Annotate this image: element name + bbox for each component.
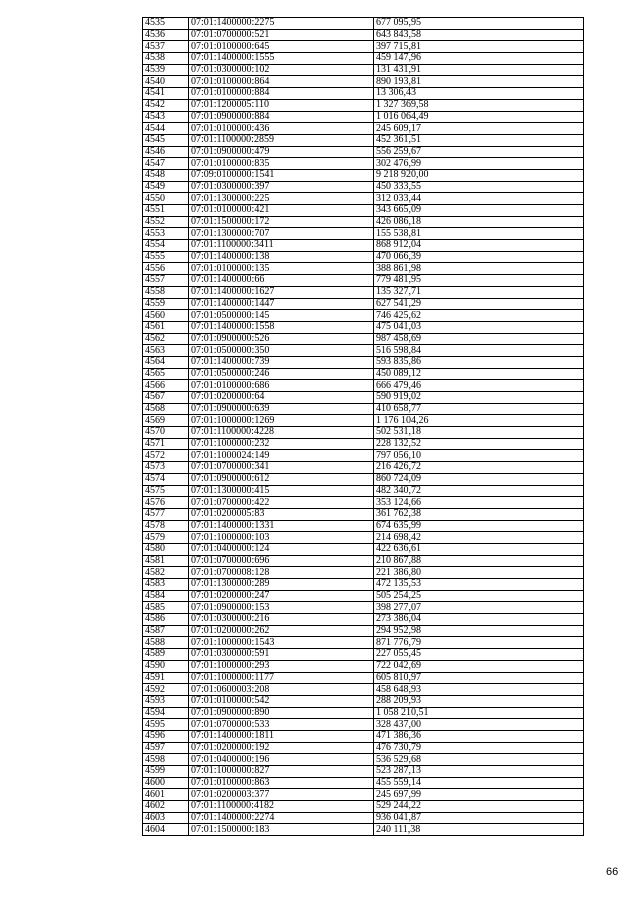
row-number-cell: 4541: [143, 88, 189, 100]
row-number-cell: 4564: [143, 356, 189, 368]
amount-cell: 9 218 920,00: [374, 169, 584, 181]
amount-cell: 860 724,09: [374, 473, 584, 485]
table-row: [143, 742, 584, 754]
row-number-cell: 4567: [143, 392, 189, 404]
cadastral-number-cell: 07:01:0500000:246: [189, 368, 374, 380]
amount-cell: 502 531,18: [374, 427, 584, 439]
row-number-cell: 4562: [143, 333, 189, 345]
cadastral-number-cell: 07:01:0300000:102: [189, 64, 374, 76]
cadastral-number-cell: 07:01:0100000:421: [189, 205, 374, 217]
row-number-cell: 4537: [143, 41, 189, 53]
table-row: [143, 111, 584, 123]
table-row: [143, 801, 584, 813]
cadastral-number-cell: 07:01:0700000:341: [189, 462, 374, 474]
amount-cell: 482 340,72: [374, 485, 584, 497]
table-row: [143, 684, 584, 696]
row-number-cell: 4604: [143, 824, 189, 836]
table-row: [143, 158, 584, 170]
amount-cell: 1 058 210,51: [374, 707, 584, 719]
cadastral-number-cell: 07:01:1400000:1627: [189, 286, 374, 298]
amount-cell: 674 635,99: [374, 520, 584, 532]
amount-cell: 397 715,81: [374, 41, 584, 53]
row-number-cell: 4579: [143, 532, 189, 544]
amount-cell: 536 529,68: [374, 754, 584, 766]
cadastral-number-cell: 07:01:0500000:350: [189, 345, 374, 357]
row-number-cell: 4545: [143, 134, 189, 146]
table-row: [143, 146, 584, 158]
cadastral-number-cell: 07:09:0100000:1541: [189, 169, 374, 181]
table-row: [143, 415, 584, 427]
amount-cell: 1 176 104,26: [374, 415, 584, 427]
table-row: [143, 508, 584, 520]
row-number-cell: 4551: [143, 205, 189, 217]
amount-cell: 135 327,71: [374, 286, 584, 298]
cadastral-number-cell: 07:01:0400000:196: [189, 754, 374, 766]
amount-cell: 1 327 369,58: [374, 99, 584, 111]
table-row: [143, 380, 584, 392]
cadastral-number-cell: 07:01:1100000:4182: [189, 801, 374, 813]
cadastral-number-cell: 07:01:0200003:377: [189, 789, 374, 801]
cadastral-number-cell: 07:01:0900000:526: [189, 333, 374, 345]
amount-cell: 227 055,45: [374, 649, 584, 661]
table-row: [143, 719, 584, 731]
amount-cell: 627 541,29: [374, 298, 584, 310]
amount-cell: 476 730,79: [374, 742, 584, 754]
table-row: [143, 169, 584, 181]
table-row: [143, 532, 584, 544]
amount-cell: 13 306,43: [374, 88, 584, 100]
row-number-cell: 4599: [143, 766, 189, 778]
row-number-cell: 4570: [143, 427, 189, 439]
cadastral-number-cell: 07:01:0700000:696: [189, 555, 374, 567]
amount-cell: 452 361,51: [374, 134, 584, 146]
row-number-cell: 4558: [143, 286, 189, 298]
row-number-cell: 4586: [143, 614, 189, 626]
row-number-cell: 4539: [143, 64, 189, 76]
amount-cell: 472 135,53: [374, 579, 584, 591]
amount-cell: 516 598,84: [374, 345, 584, 357]
row-number-cell: 4542: [143, 99, 189, 111]
table-row: [143, 497, 584, 509]
amount-cell: 746 425,62: [374, 310, 584, 322]
row-number-cell: 4553: [143, 228, 189, 240]
amount-cell: 228 132,52: [374, 438, 584, 450]
row-number-cell: 4566: [143, 380, 189, 392]
amount-cell: 643 843,58: [374, 29, 584, 41]
cadastral-number-cell: 07:01:1000000:1177: [189, 672, 374, 684]
cadastral-number-cell: 07:01:0100000:835: [189, 158, 374, 170]
table-row: [143, 240, 584, 252]
cadastral-number-cell: 07:01:0300000:397: [189, 181, 374, 193]
row-number-cell: 4603: [143, 812, 189, 824]
amount-cell: 353 124,66: [374, 497, 584, 509]
row-number-cell: 4589: [143, 649, 189, 661]
cadastral-number-cell: 07:01:0100000:436: [189, 123, 374, 135]
amount-cell: 458 648,93: [374, 684, 584, 696]
table-row: [143, 228, 584, 240]
row-number-cell: 4536: [143, 29, 189, 41]
row-number-cell: 4602: [143, 801, 189, 813]
amount-cell: 475 041,03: [374, 321, 584, 333]
cadastral-number-cell: 07:01:1000000:1269: [189, 415, 374, 427]
row-number-cell: 4560: [143, 310, 189, 322]
row-number-cell: 4578: [143, 520, 189, 532]
cadastral-number-cell: 07:01:1400000:1811: [189, 730, 374, 742]
table-row: [143, 99, 584, 111]
cadastral-number-cell: 07:01:0900000:153: [189, 602, 374, 614]
cadastral-number-cell: 07:01:0700000:533: [189, 719, 374, 731]
cadastral-number-cell: 07:01:0700008:128: [189, 567, 374, 579]
amount-cell: 868 912,04: [374, 240, 584, 252]
table-row: [143, 754, 584, 766]
amount-cell: 890 193,81: [374, 76, 584, 88]
table-row: [143, 660, 584, 672]
row-number-cell: 4591: [143, 672, 189, 684]
amount-cell: 240 111,38: [374, 824, 584, 836]
table-row: [143, 181, 584, 193]
amount-cell: 605 810,97: [374, 672, 584, 684]
row-number-cell: 4556: [143, 263, 189, 275]
cadastral-number-cell: 07:01:1500000:183: [189, 824, 374, 836]
amount-cell: 529 244,22: [374, 801, 584, 813]
cadastral-number-cell: 07:01:1400000:2275: [189, 18, 374, 30]
cadastral-number-cell: 07:01:1400000:66: [189, 275, 374, 287]
table-row: [143, 824, 584, 836]
table-row: [143, 251, 584, 263]
row-number-cell: 4593: [143, 695, 189, 707]
row-number-cell: 4557: [143, 275, 189, 287]
cadastral-number-cell: 07:01:0200000:247: [189, 590, 374, 602]
row-number-cell: 4535: [143, 18, 189, 30]
table-row: [143, 53, 584, 65]
row-number-cell: 4575: [143, 485, 189, 497]
row-number-cell: 4597: [143, 742, 189, 754]
cadastral-number-cell: 07:01:0200005:83: [189, 508, 374, 520]
table-row: [143, 473, 584, 485]
row-number-cell: 4587: [143, 625, 189, 637]
row-number-cell: 4582: [143, 567, 189, 579]
cadastral-number-cell: 07:01:1300000:707: [189, 228, 374, 240]
row-number-cell: 4590: [143, 660, 189, 672]
amount-cell: 302 476,99: [374, 158, 584, 170]
table-row: [143, 88, 584, 100]
cadastral-number-cell: 07:01:1400000:1447: [189, 298, 374, 310]
row-number-cell: 4563: [143, 345, 189, 357]
amount-cell: 455 559,14: [374, 777, 584, 789]
cadastral-number-cell: 07:01:0900000:479: [189, 146, 374, 158]
cadastral-number-cell: 07:01:1400000:2274: [189, 812, 374, 824]
cadastral-number-cell: 07:01:0600003:208: [189, 684, 374, 696]
amount-cell: 398 277,07: [374, 602, 584, 614]
cadastral-number-cell: 07:01:1000000:827: [189, 766, 374, 778]
amount-cell: 273 386,04: [374, 614, 584, 626]
amount-cell: 410 658,77: [374, 403, 584, 415]
cadastral-number-cell: 07:01:0200000:262: [189, 625, 374, 637]
cadastral-number-cell: 07:01:0100000:864: [189, 76, 374, 88]
amount-cell: 556 259,67: [374, 146, 584, 158]
row-number-cell: 4592: [143, 684, 189, 696]
row-number-cell: 4596: [143, 730, 189, 742]
row-number-cell: 4538: [143, 53, 189, 65]
row-number-cell: 4549: [143, 181, 189, 193]
amount-cell: 328 437,00: [374, 719, 584, 731]
cadastral-number-cell: 07:01:0100000:686: [189, 380, 374, 392]
table-row: [143, 216, 584, 228]
cadastral-number-cell: 07:01:1300000:225: [189, 193, 374, 205]
table-row: [143, 134, 584, 146]
amount-cell: 245 609,17: [374, 123, 584, 135]
row-number-cell: 4544: [143, 123, 189, 135]
row-number-cell: 4600: [143, 777, 189, 789]
cadastral-number-cell: 07:01:1400000:1331: [189, 520, 374, 532]
table-row: [143, 356, 584, 368]
row-number-cell: 4595: [143, 719, 189, 731]
row-number-cell: 4548: [143, 169, 189, 181]
cadastral-number-cell: 07:01:0700000:422: [189, 497, 374, 509]
table-row: [143, 590, 584, 602]
amount-cell: 936 041,87: [374, 812, 584, 824]
amount-cell: 288 209,93: [374, 695, 584, 707]
table-row: [143, 695, 584, 707]
table-row: [143, 450, 584, 462]
data-table: [142, 17, 584, 836]
page-number: 66: [606, 866, 619, 878]
amount-cell: 361 762,38: [374, 508, 584, 520]
cadastral-number-cell: 07:01:1100000:2859: [189, 134, 374, 146]
table-row: [143, 567, 584, 579]
amount-cell: 459 147,96: [374, 53, 584, 65]
row-number-cell: 4574: [143, 473, 189, 485]
cadastral-number-cell: 07:01:1200005:110: [189, 99, 374, 111]
table-row: [143, 193, 584, 205]
cadastral-number-cell: 07:01:0100000:645: [189, 41, 374, 53]
row-number-cell: 4547: [143, 158, 189, 170]
row-number-cell: 4598: [143, 754, 189, 766]
table-row: [143, 64, 584, 76]
amount-cell: 245 697,99: [374, 789, 584, 801]
row-number-cell: 4569: [143, 415, 189, 427]
table-row: [143, 766, 584, 778]
table-row: [143, 392, 584, 404]
table-row: [143, 41, 584, 53]
table-row: [143, 579, 584, 591]
table-row: [143, 637, 584, 649]
cadastral-number-cell: 07:01:0900000:639: [189, 403, 374, 415]
row-number-cell: 4581: [143, 555, 189, 567]
row-number-cell: 4550: [143, 193, 189, 205]
row-number-cell: 4540: [143, 76, 189, 88]
table-row: [143, 602, 584, 614]
cadastral-number-cell: 07:01:0200000:192: [189, 742, 374, 754]
cadastral-number-cell: 07:01:1000000:232: [189, 438, 374, 450]
row-number-cell: 4580: [143, 543, 189, 555]
amount-cell: 470 066,39: [374, 251, 584, 263]
row-number-cell: 4601: [143, 789, 189, 801]
amount-cell: 422 636,61: [374, 543, 584, 555]
cadastral-number-cell: 07:01:1500000:172: [189, 216, 374, 228]
amount-cell: 505 254,25: [374, 590, 584, 602]
amount-cell: 871 776,79: [374, 637, 584, 649]
amount-cell: 426 086,18: [374, 216, 584, 228]
table-row: [143, 263, 584, 275]
table-row: [143, 368, 584, 380]
cadastral-number-cell: 07:01:1400000:138: [189, 251, 374, 263]
cadastral-number-cell: 07:01:0400000:124: [189, 543, 374, 555]
table-row: [143, 462, 584, 474]
amount-cell: 131 431,91: [374, 64, 584, 76]
table-row: [143, 625, 584, 637]
cadastral-number-cell: 07:01:1000000:1543: [189, 637, 374, 649]
amount-cell: 210 867,88: [374, 555, 584, 567]
row-number-cell: 4594: [143, 707, 189, 719]
cadastral-number-cell: 07:01:0300000:591: [189, 649, 374, 661]
table-row: [143, 707, 584, 719]
table-row: [143, 520, 584, 532]
table-row: [143, 29, 584, 41]
amount-cell: 312 033,44: [374, 193, 584, 205]
amount-cell: 987 458,69: [374, 333, 584, 345]
amount-cell: 155 538,81: [374, 228, 584, 240]
row-number-cell: 4561: [143, 321, 189, 333]
amount-cell: 797 056,10: [374, 450, 584, 462]
cadastral-number-cell: 07:01:1000024:149: [189, 450, 374, 462]
amount-cell: 450 089,12: [374, 368, 584, 380]
cadastral-number-cell: 07:01:0700000:521: [189, 29, 374, 41]
cadastral-number-cell: 07:01:0100000:542: [189, 695, 374, 707]
row-number-cell: 4572: [143, 450, 189, 462]
table-row: [143, 333, 584, 345]
row-number-cell: 4585: [143, 602, 189, 614]
amount-cell: 590 919,02: [374, 392, 584, 404]
table-row: [143, 555, 584, 567]
table-row: [143, 123, 584, 135]
amount-cell: 214 698,42: [374, 532, 584, 544]
cadastral-number-cell: 07:01:1400000:739: [189, 356, 374, 368]
table-row: [143, 438, 584, 450]
row-number-cell: 4588: [143, 637, 189, 649]
row-number-cell: 4584: [143, 590, 189, 602]
row-number-cell: 4552: [143, 216, 189, 228]
cadastral-number-cell: 07:01:1000000:293: [189, 660, 374, 672]
table-row: [143, 275, 584, 287]
cadastral-number-cell: 07:01:1100000:3411: [189, 240, 374, 252]
table-body: [143, 18, 584, 836]
row-number-cell: 4576: [143, 497, 189, 509]
row-number-cell: 4573: [143, 462, 189, 474]
row-number-cell: 4577: [143, 508, 189, 520]
table-row: [143, 345, 584, 357]
amount-cell: 343 665,09: [374, 205, 584, 217]
table-row: [143, 485, 584, 497]
cadastral-number-cell: 07:01:0300000:216: [189, 614, 374, 626]
row-number-cell: 4583: [143, 579, 189, 591]
cadastral-number-cell: 07:01:0100000:863: [189, 777, 374, 789]
cadastral-number-cell: 07:01:1000000:103: [189, 532, 374, 544]
amount-cell: 450 333,55: [374, 181, 584, 193]
table-row: [143, 789, 584, 801]
amount-cell: 722 042,69: [374, 660, 584, 672]
row-number-cell: 4559: [143, 298, 189, 310]
cadastral-number-cell: 07:01:0100000:884: [189, 88, 374, 100]
amount-cell: 666 479,46: [374, 380, 584, 392]
cadastral-number-cell: 07:01:1100000:4228: [189, 427, 374, 439]
row-number-cell: 4554: [143, 240, 189, 252]
cadastral-number-cell: 07:01:1400000:1558: [189, 321, 374, 333]
table-row: [143, 310, 584, 322]
table-row: [143, 321, 584, 333]
cadastral-number-cell: 07:01:0900000:890: [189, 707, 374, 719]
amount-cell: 1 016 064,49: [374, 111, 584, 123]
table-row: [143, 543, 584, 555]
amount-cell: 593 835,86: [374, 356, 584, 368]
cadastral-number-cell: 07:01:1300000:289: [189, 579, 374, 591]
cadastral-number-cell: 07:01:0900000:612: [189, 473, 374, 485]
table-row: [143, 672, 584, 684]
amount-cell: 471 386,36: [374, 730, 584, 742]
amount-cell: 779 481,95: [374, 275, 584, 287]
cadastral-number-cell: 07:01:0200000:64: [189, 392, 374, 404]
row-number-cell: 4571: [143, 438, 189, 450]
cadastral-number-cell: 07:01:0100000:135: [189, 263, 374, 275]
amount-cell: 388 861,98: [374, 263, 584, 275]
row-number-cell: 4546: [143, 146, 189, 158]
table-row: [143, 286, 584, 298]
table-row: [143, 76, 584, 88]
table-row: [143, 777, 584, 789]
amount-cell: 294 952,98: [374, 625, 584, 637]
table-row: [143, 18, 584, 30]
amount-cell: 216 426,72: [374, 462, 584, 474]
amount-cell: 677 095,95: [374, 18, 584, 30]
row-number-cell: 4568: [143, 403, 189, 415]
row-number-cell: 4555: [143, 251, 189, 263]
amount-cell: 523 287,13: [374, 766, 584, 778]
table-row: [143, 205, 584, 217]
row-number-cell: 4543: [143, 111, 189, 123]
row-number-cell: 4565: [143, 368, 189, 380]
cadastral-number-cell: 07:01:1300000:415: [189, 485, 374, 497]
table-row: [143, 427, 584, 439]
table-row: [143, 298, 584, 310]
table-row: [143, 730, 584, 742]
table-row: [143, 812, 584, 824]
cadastral-number-cell: 07:01:0500000:145: [189, 310, 374, 322]
cadastral-number-cell: 07:01:1400000:1555: [189, 53, 374, 65]
table-row: [143, 403, 584, 415]
table-row: [143, 649, 584, 661]
amount-cell: 221 386,80: [374, 567, 584, 579]
table-row: [143, 614, 584, 626]
cadastral-number-cell: 07:01:0900000:884: [189, 111, 374, 123]
